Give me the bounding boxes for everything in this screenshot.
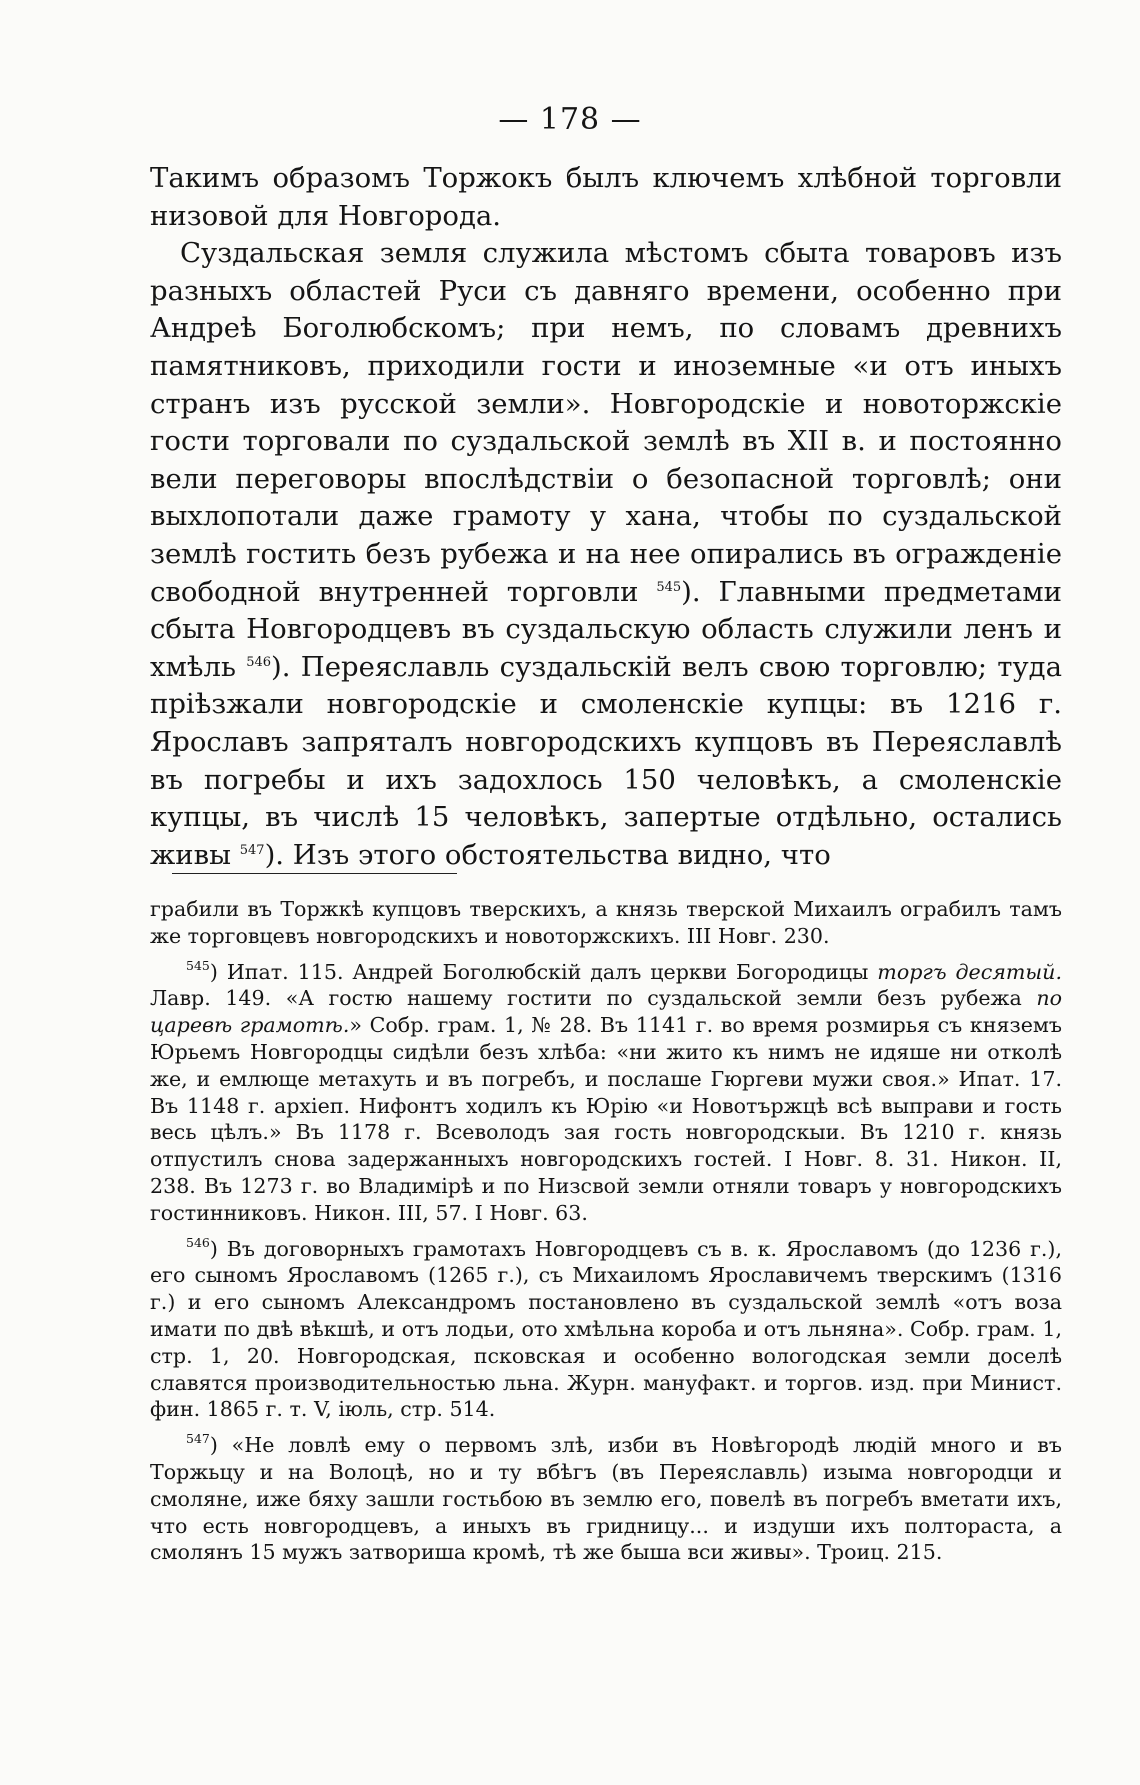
page-number: — 178 —	[498, 102, 642, 137]
footnote-547	[150, 1432, 1062, 1566]
footnote-546-text: ) Въ договорныхъ грамотахъ Новгородцевъ съ в. к. Ярославомъ (до 1236 г.), его сыномъ Ярославомъ (1265 г.), съ Михаиломъ Ярославичемъ тверскимъ (1316 г.) и его сыномъ Александромъ постановлено въ суздальской землѣ «отъ воза имати по двѣ вѣкшѣ, и отъ лодьи, ото хмѣльна короба и отъ льняна». Собр. грам. 1, стр. 1, 20. Новгородская, псковская и особенно вологодская земли доселѣ славятся производительностью льна. Журн. мануфакт. и торгов. изд. при Минист. фин. 1865 г. т. V, іюль, стр. 514.	[150, 1236, 1062, 1422]
footnote-ref-545[interactable]: 545	[656, 579, 682, 595]
paragraph-2-part-d: ). Изъ этого обстоятельства видно, что	[264, 838, 831, 871]
footnote-545-number: 545	[186, 957, 210, 973]
paragraph-2-part-b: ). Главными предметами сбыта Новгородцевъ въ суздальскую область служили ленъ и хмѣль	[150, 575, 1062, 683]
paragraph-2-part-c: ). Переяславль суздальскій велъ свою торговлю; туда пріѣзжали новгородскіе и смоленскіе купцы: въ 1216 г. Ярославъ запряталъ новгородскихъ купцовъ въ Переяславлѣ въ погребы и ихъ задохлось 150 человѣкъ, а смоленскіе купцы, въ числѣ 15 человѣкъ, запертые отдѣльно, остались живы	[150, 650, 1062, 871]
footnote-545-italic-1: торгъ десятый.	[877, 959, 1062, 984]
footnote-continuation	[150, 896, 1062, 950]
footnote-547-text: ) «Не ловлѣ ему о первомъ злѣ, изби въ Новѣгородѣ людій много и въ Торжьцу и на Волоцѣ, но и ту вбѣгъ (въ Переяславль) изыма новгородци и смоляне, иже бяху зашли гостьбою въ землю его, повелѣ въ погребъ вметати ихъ, что есть новгородцевъ, а иныхъ въ гридницу... и издуши ихъ полтораста, а смолянъ 15 мужъ затвориша кромѣ, тѣ же быша вси живы». Троиц. 215.	[150, 1433, 1062, 1565]
paragraph-2-part-a: Суздальская земля служила мѣстомъ сбыта товаровъ изъ разныхъ областей Руси съ давняго времени, особенно при Андреѣ Боголюбскомъ; при немъ, по словамъ древнихъ памятниковъ, приходили гости и иноземные «и отъ иныхъ странъ изъ русской земли». Новгородскіе и новоторжскіе гости торговали по суздальской землѣ въ XII в. и постоянно вели переговоры впослѣдствіи о безопасной торговлѣ; они выхлопотали даже грамоту у хана, чтобы по суздальской землѣ гостить безъ рубежа и на нее опирались въ огражденіе свободной внутренней торговли	[150, 237, 1062, 608]
footnote-545-text-a: ) Ипат. 115. Андрей Боголюбскій далъ церкви Богородицы	[209, 959, 878, 984]
paragraph-1	[150, 160, 1062, 235]
footnote-545-text-c: » Собр. грам. 1, № 28. Въ 1141 г. во время розмирья съ княземъ Юрьемъ Новгородцы сидѣли безъ хлѣба: «ни жито къ нимъ не идяше ни отколѣ же, и емлюще метахуть и въ погребъ, и послаше Гюргеви мужи своя.» Ипат. 17. Въ 1148 г. архіеп. Нифонтъ ходилъ къ Юрію «и Новотържцѣ всѣ выправи и гость весь цѣлъ.» Въ 1178 г. Всеволодъ зая гость новгородскыи. Въ 1210 г. князь отпустилъ снова задержанныхъ новгородскихъ гостей. I Новг. 8. 31. Никон. II, 238. Въ 1273 г. во Владимірѣ и по Низсвой земли отняли товаръ у новгородскихъ гостинниковъ. Никон. III, 57. I Новг. 63.	[150, 1013, 1063, 1225]
footnote-546-number: 546	[186, 1234, 210, 1250]
footnote-545-text-b: Лавр. 149. «А гостю нашему гостити по суздальской земли безъ рубежа	[150, 986, 1037, 1011]
main-text	[150, 160, 1062, 874]
paragraph-1-text: Такимъ образомъ Торжокъ былъ ключемъ хлѣбной торговли низовой для Новгорода.	[150, 162, 1062, 232]
footnote-546	[150, 1236, 1062, 1424]
footnote-ref-547[interactable]: 547	[239, 842, 265, 858]
footnote-547-number: 547	[186, 1431, 210, 1447]
footnote-545-italic-2: по царевѣ грамотѣ.	[150, 986, 1062, 1038]
paragraph-2	[150, 235, 1062, 874]
footnote-545	[150, 959, 1062, 1227]
footnote-ref-546[interactable]: 546	[246, 654, 272, 670]
footnote-divider	[172, 873, 457, 874]
footnote-continuation-text: грабили въ Торжкѣ купцовъ тверскихъ, а князь тверской Михаилъ ограбилъ тамъ же торговцевъ новгородскихъ и новоторжскихъ. III Новг. 230.	[150, 897, 1062, 948]
footnotes	[150, 896, 1062, 1575]
